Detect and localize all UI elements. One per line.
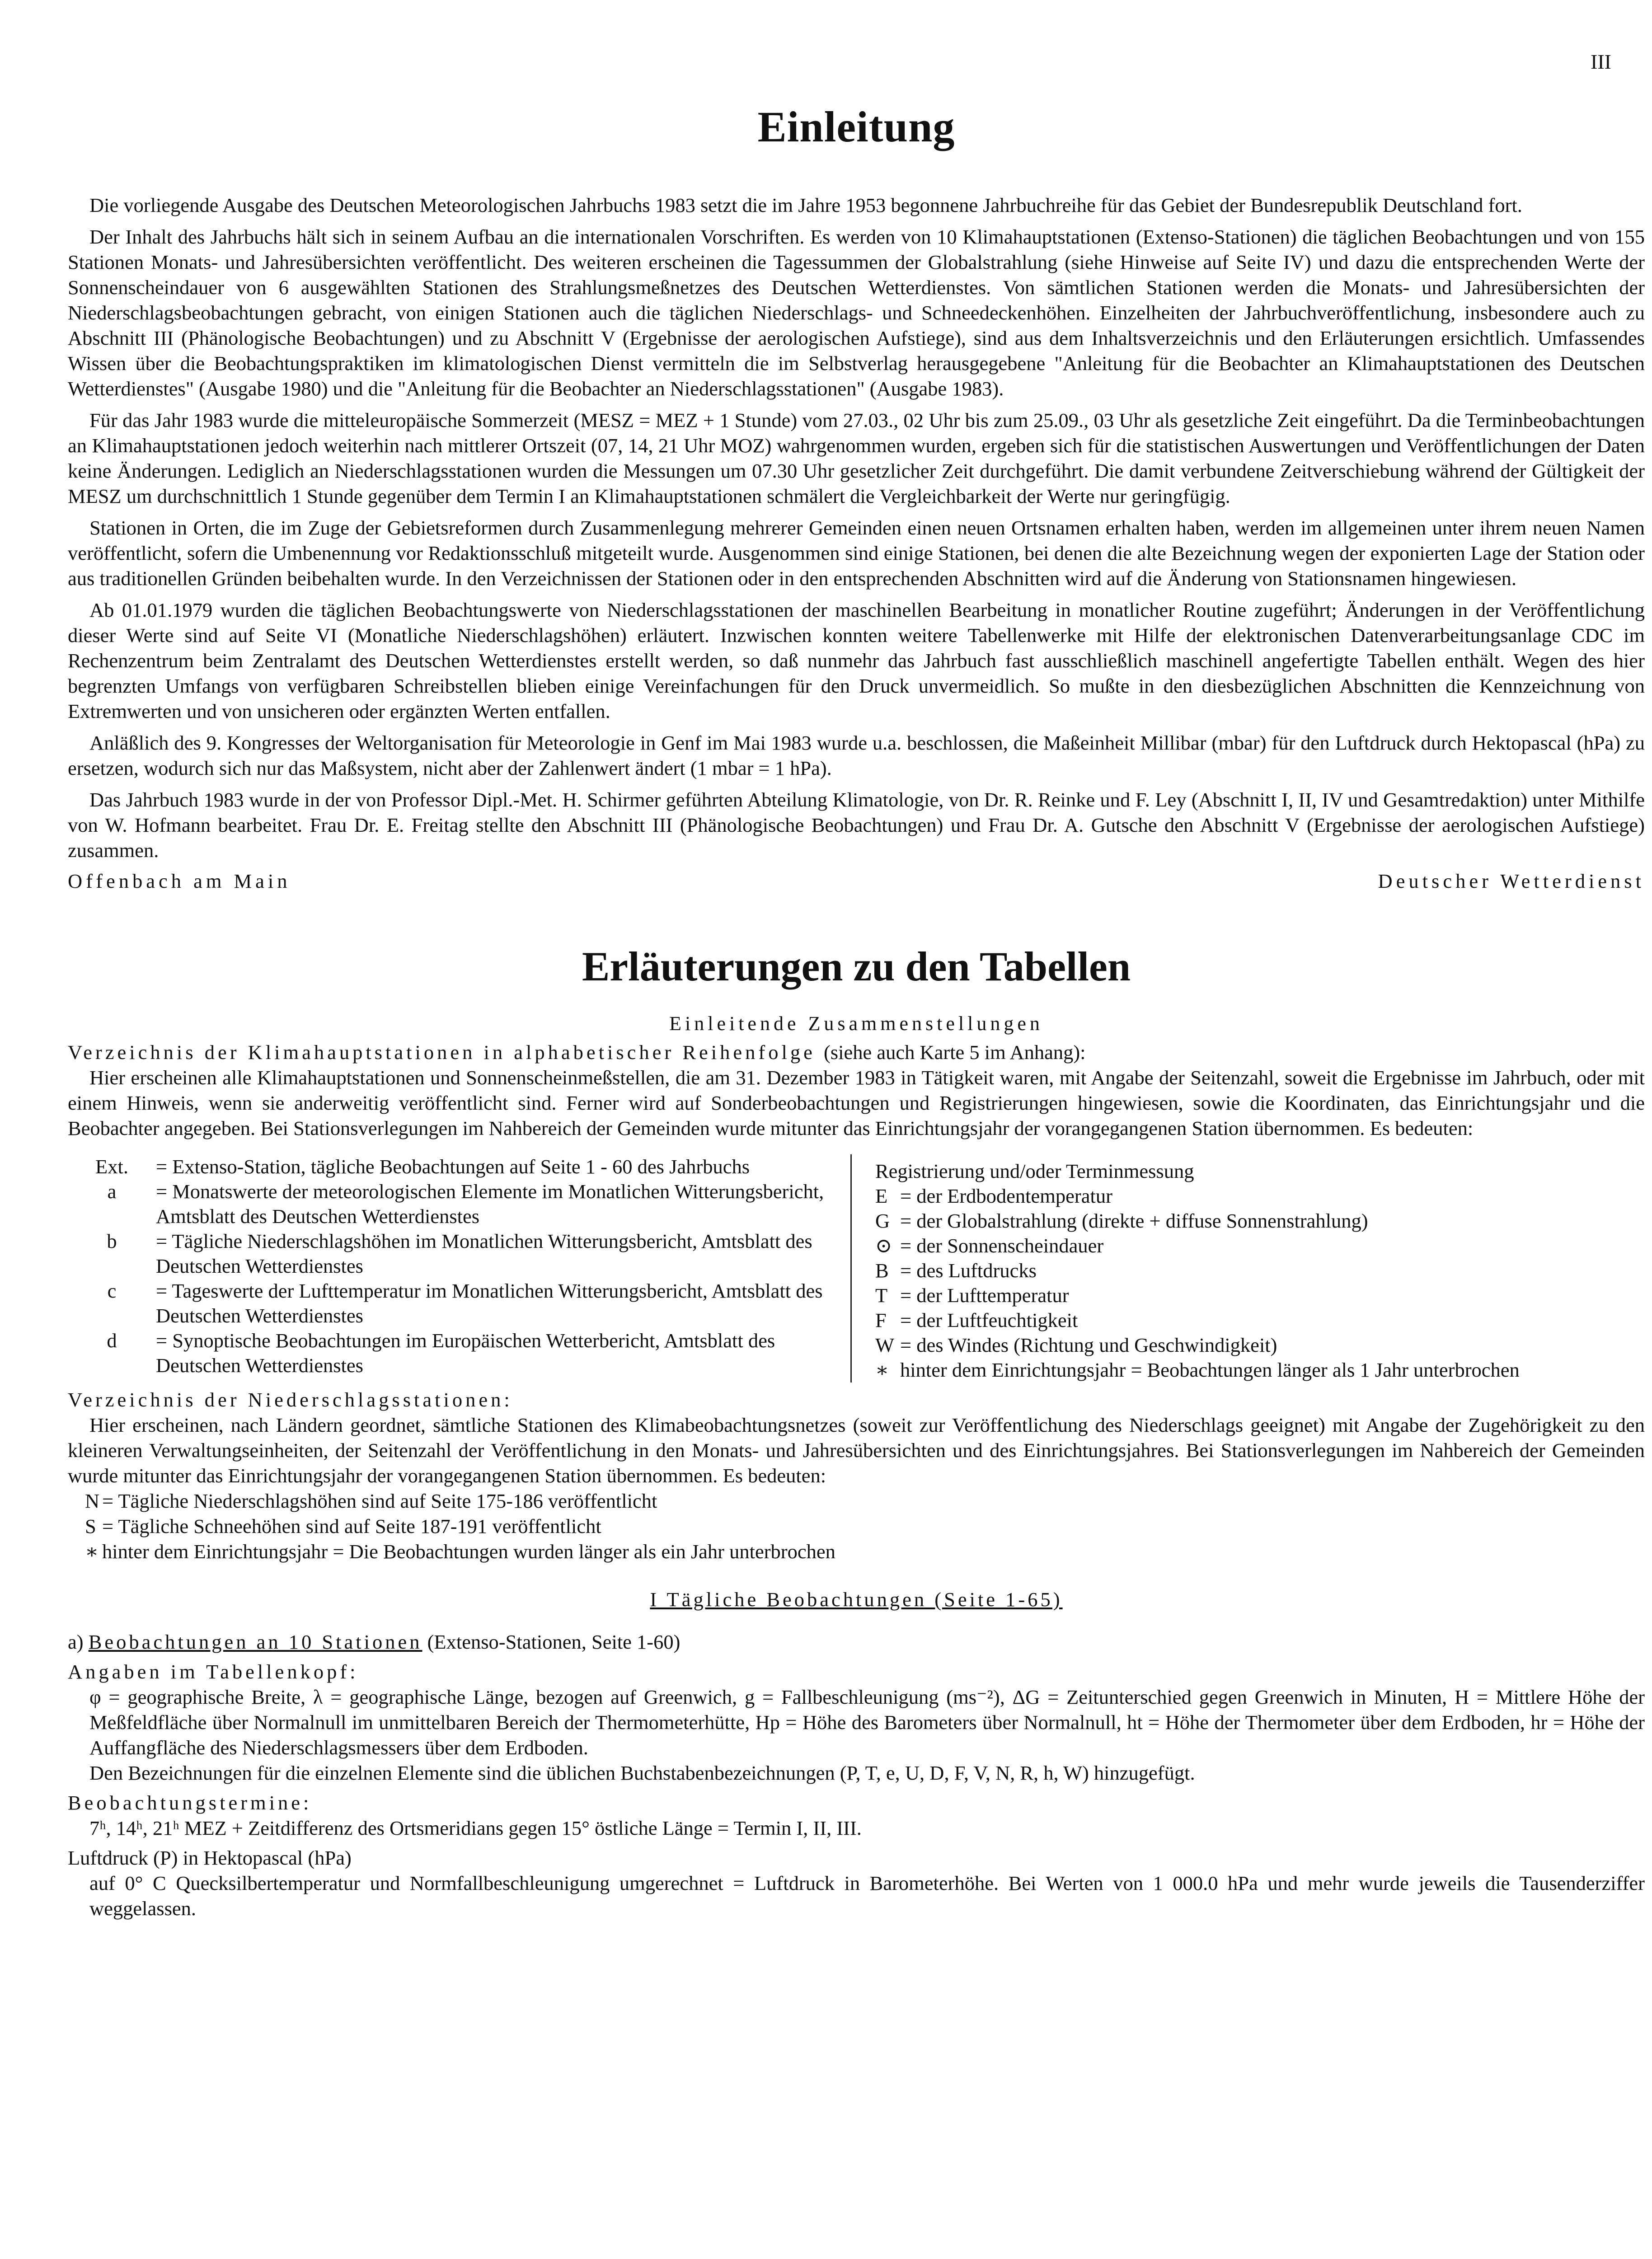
einleitung-paragraph: Ab 01.01.1979 wurden die täglichen Beobachtungswerte von Niederschlagsstationen der maschinellen Bearbeitung in monatlicher Routine zugeführt; Änderungen in der Veröffentlichung dieser Werte sind auf Seite VI (Monatliche Niederschlagshöhen) erläutert. Inzwischen konnten weitere Tabellenwerke mit Hilfe der elektronischen Datenverarbeitungsanlage CDC im Rechenzentrum beim Zentralamt des Deutschen Wetterdienstes erstellt werden, so daß nunmehr das Jahrbuch fast ausschließlich maschinell angefertigte Tabellen enthält. Wegen des hier begrenzten Umfangs von verfügbaren Schreibstellen blieben einige Vereinfachungen für den Druck unvermeidlich. So mußte in den diesbezüglichen Abschnitten die Kennzeichnung von Extremwerten und von unsicheren oder ergänzten Werten entfallen. — [68, 599, 1645, 722]
legend-key: T — [875, 1284, 888, 1307]
legend-item — [68, 1229, 837, 1279]
klima-heading-text: Verzeichnis der Klimahauptstationen in alphabetischer Reihenfolge — [68, 1041, 816, 1064]
legend-text: = Tägliche Niederschlagshöhen im Monatlichen Witterungsbericht, Amtsblatt des Deutschen Wetterdienstes — [156, 1230, 812, 1277]
legend-item — [875, 1209, 1645, 1233]
section-I-heading: I Tägliche Beobachtungen (Seite 1-65) — [650, 1588, 1063, 1611]
einleitung-paragraph: Stationen in Orten, die im Zuge der Gebietsreformen durch Zusammenlegung mehrerer Gemeinden einen neuen Ortsnamen erhalten haben, werden im allgemeinen unter ihrem neuen Namen veröffentlicht, sofern die Umbenennung vor Redaktionsschluß mitgeteilt wurde. Ausgenommen sind einige Stationen, bei denen die alte Bezeichnung wegen der exponierten Lage der Station oder aus traditionellen Gründen beibehalten wurde. In den Verzeichnissen der Stationen oder in den entsprechenden Abschnitten wird auf die Änderung von Stationsnamen hingewiesen. — [68, 516, 1645, 590]
luftdruck-heading: Luftdruck (P) in Hektopascal (hPa) — [68, 1847, 352, 1869]
legend-right-heading: Registrierung und/oder Terminmessung — [875, 1160, 1194, 1182]
einleitung-paragraph: Anläßlich des 9. Kongresses der Weltorganisation für Meteorologie in Genf im Mai 1983 wurde u.a. beschlossen, die Maßeinheit Millibar (mbar) für den Luftdruck durch Hektopascal (hPa) zu ersetzen, wodurch sich nur das Maßsystem, nicht aber der Zahlenwert ändert (1 mbar = 1 hPa). — [68, 731, 1645, 779]
subsection-a — [68, 1629, 1645, 1654]
legend-left-column — [68, 1154, 852, 1383]
legend-key: b — [107, 1230, 117, 1252]
list-mark: N — [85, 1490, 100, 1512]
sun-symbol-icon: ⊙ — [875, 1234, 892, 1257]
einleitung-title: Einleitung — [757, 103, 955, 151]
einleitung-paragraph: Die vorliegende Ausgabe des Deutschen Meteorologischen Jahrbuchs 1983 setzt die im Jahre 1953 begonnene Jahrbuchreihe für das Gebiet der Bundesrepublik Deutschland fort. — [89, 194, 1522, 216]
luftdruck-text: auf 0° C Quecksilbertemperatur und Normfallbeschleunigung umgerechnet = Luftdruck in Barometerhöhe. Bei Werten von 1 000.0 hPa und mehr wurde jeweils die Tausenderziffer weggelassen. — [89, 1872, 1645, 1920]
legend-text: hinter dem Einrichtungsjahr = Beobachtungen länger als 1 Jahr unterbrochen — [900, 1359, 1520, 1381]
legend-key: Ext. — [95, 1155, 128, 1178]
legend-key: c — [107, 1279, 117, 1302]
legend-key: E — [875, 1185, 888, 1207]
klima-heading-suffix: (siehe auch Karte 5 im Anhang): — [823, 1041, 1086, 1064]
signature-organization: Deutscher Wetterdienst — [1378, 870, 1645, 892]
legend-text: = Tageswerte der Lufttemperatur im Monatlichen Witterungsbericht, Amtsblatt des Deutschen Wetterdienstes — [156, 1279, 823, 1327]
list-text: hinter dem Einrichtungsjahr = Die Beobachtungen wurden länger als ein Jahr unterbrochen — [102, 1540, 835, 1563]
legend-key: F — [875, 1309, 887, 1331]
tabellenkopf-text: φ = geographische Breite, λ = geographische Länge, bezogen auf Greenwich, g = Fallbeschleunigung (ms⁻²), ΔG = Zeitunterschied gegen Greenwich in Minuten, H = Mittlere Höhe der Meßfeldfläche über Normalnull im unmittelbaren Bereich der Thermometerhütte, Hp = Höhe des Barometers über Normalnull, ht = Höhe der Thermometer über dem Erdboden, hr = Höhe der Auffangfläche des Niederschlagsmessers über dem Erdboden. — [89, 1686, 1645, 1759]
legend-text: = Monatswerte der meteorologischen Elemente im Monatlichen Witterungsbericht, Amtsblatt des Deutschen Wetterdienstes — [156, 1180, 824, 1228]
legend-item — [68, 1328, 837, 1378]
termine-text: 7ʰ, 14ʰ, 21ʰ MEZ + Zeitdifferenz des Ortsmeridians gegen 15° östliche Länge = Termin I, II, III. — [89, 1817, 862, 1839]
list-text: = Tägliche Niederschlagshöhen sind auf Seite 175-186 veröffentlicht — [102, 1490, 657, 1512]
legend-key: G — [875, 1209, 890, 1232]
einleitung-paragraph: Der Inhalt des Jahrbuchs hält sich in seinem Aufbau an die internationalen Vorschriften. Es werden von 10 Klimahauptstationen (Extenso-Stationen) die täglichen Beobachtungen und von 155 Stationen Monats- und Jahresübersichten veröffentlicht. Des weiteren erscheinen die Tagessummen der Globalstrahlung (siehe Hinweise auf Seite IV) und dazu die entsprechenden Werte der Sonnenscheindauer von 6 ausgewählten Stationen des Strahlungsmeßnetzes des Deutschen Wetterdienstes. Von sämtlichen Stationen werden die Monats- und Jahresübersichten der Niederschlagsbeobachtungen gebracht, von einigen Stationen auch die täglichen Niederschlags- und Schneedeckenhöhen. Einzelheiten der Jahrbuchveröffentlichung, insbesondere auch zu Abschnitt III (Phänologische Beobachtungen) und zu Abschnitt V (Ergebnisse der aerologischen Aufstiege), sind aus dem Inhaltsverzeichnis und den Erläuterungen ersichtlich. Umfassendes Wissen über die Beobachtungspraktiken im klimatologischen Dienst vermitteln die im Selbstverlag herausgegebene "Anleitung für die Beobachter an Klimahauptstationen des Deutschen Wetterdienstes" (Ausgabe 1980) und die "Anleitung für die Beobachter an Niederschlagsstationen" (Ausgabe 1983). — [68, 225, 1645, 400]
subsection-a-title: Beobachtungen an 10 Stationen — [88, 1631, 422, 1653]
legend-text: = der Globalstrahlung (direkte + diffuse Sonnenstrahlung) — [900, 1209, 1368, 1232]
legend-key: d — [107, 1329, 117, 1352]
legend-text: = des Windes (Richtung und Geschwindigkeit) — [900, 1334, 1277, 1356]
legend-item — [875, 1283, 1645, 1308]
legend-item — [68, 1154, 837, 1179]
subsection-a-prefix: a) — [68, 1631, 84, 1653]
tabellenkopf-heading: Angaben im Tabellenkopf: — [68, 1660, 359, 1683]
legend-text: = der Lufttemperatur — [900, 1284, 1069, 1307]
legend-key: a — [107, 1180, 117, 1203]
legend-item — [875, 1184, 1645, 1209]
nieder-heading: Verzeichnis der Niederschlagsstationen: — [68, 1388, 513, 1411]
legend-text: = Synoptische Beobachtungen im Europäischen Wetterbericht, Amtsblatt des Deutschen Wetterdienstes — [156, 1329, 775, 1377]
page-number: III — [1591, 50, 1611, 73]
nieder-list-item — [68, 1488, 1645, 1514]
legend-item — [68, 1279, 837, 1328]
legend-key: W — [875, 1334, 895, 1356]
legend-text: = der Sonnenscheindauer — [900, 1234, 1104, 1257]
station-legend — [68, 1154, 1645, 1383]
legend-text: = des Luftdrucks — [900, 1259, 1037, 1282]
page-content — [68, 102, 1645, 1926]
legend-right-column — [852, 1154, 1645, 1383]
legend-item — [875, 1258, 1645, 1283]
signature-line — [68, 869, 1645, 893]
legend-key: B — [875, 1259, 889, 1282]
legend-item — [875, 1333, 1645, 1358]
termine-heading: Beobachtungstermine: — [68, 1791, 312, 1814]
legend-item — [68, 1179, 837, 1229]
nieder-list-item — [68, 1539, 1645, 1564]
list-text: = Tägliche Schneehöhen sind auf Seite 187-191 veröffentlicht — [102, 1515, 601, 1537]
legend-text: = der Luftfeuchtigkeit — [900, 1309, 1078, 1331]
list-mark: S — [85, 1515, 96, 1537]
legend-item — [875, 1308, 1645, 1333]
klima-text: Hier erscheinen alle Klimahauptstationen und Sonnenscheinmeßstellen, die am 31. Dezember 1983 in Tätigkeit waren, mit Angabe der Seitenzahl, soweit die Ergebnisse im Jahrbuch, oder mit einem Hinweis, wenn sie anderweitig veröffentlicht sind. Ferner wird auf Sonderbeobachtungen und Registrierungen hingewiesen, sowie die Koordinaten, das Einrichtungsjahr und die Beobachter angegeben. Bei Stationsverlegungen im Nahbereich der Gemeinden wurde mitunter das Einrichtungsjahr der vorangegangenen Station übernommen. Es bedeuten: — [68, 1066, 1645, 1139]
signature-place: Offenbach am Main — [68, 870, 291, 892]
legend-item — [875, 1358, 1645, 1383]
asterisk-icon: ∗ — [875, 1359, 889, 1381]
erlaeuterungen-title: Erläuterungen zu den Tabellen — [582, 943, 1131, 989]
klima-heading — [68, 1040, 1645, 1065]
legend-text: = der Erdbodentemperatur — [900, 1185, 1112, 1207]
nieder-text: Hier erscheinen, nach Ländern geordnet, sämtliche Stationen des Klimabeobachtungsnetzes (soweit zur Veröffentlichung des Niederschlags geeignet) mit Angabe der Zugehörigkeit zu den kleineren Verwaltungseinheiten, der Seitenzahl der Veröffentlichung in den Monats- und Jahresübersichten und des Einrichtungsjahres. Bei Stationsverlegungen im Nahbereich der Gemeinden wurde mitunter das Einrichtungsjahr der vorangegangenen Station übernommen. Es bedeuten: — [68, 1414, 1645, 1487]
einleitung-paragraph: Für das Jahr 1983 wurde die mitteleuropäische Sommerzeit (MESZ = MEZ + 1 Stunde) vom 27.03., 02 Uhr bis zum 25.09., 03 Uhr als gesetzliche Zeit eingeführt. Da die Terminbeobachtungen an Klimahauptstationen jedoch weiterhin nach mittlerer Ortszeit (07, 14, 21 Uhr MOZ) wahrgenommen wurden, ergeben sich für die statistischen Auswertungen und Veröffentlichungen der Daten keine Änderungen. Lediglich an Niederschlagsstationen wurden die Messungen um 07.30 Uhr gesetzlicher Zeit durchgeführt. Die damit verbundene Zeitverschiebung während der Gültigkeit der MESZ um durchschnittlich 1 Stunde gegenüber dem Termin I an Klimahauptstationen schmälert die Vergleichbarkeit der Werte nur geringfügig. — [68, 409, 1645, 507]
tabellenkopf-text-2: Den Bezeichnungen für die einzelnen Elemente sind die üblichen Buchstabenbezeichnungen (P, T, e, U, D, F, V, N, R, h, W) hinzugefügt. — [89, 1762, 1195, 1784]
asterisk-icon: ∗ — [85, 1540, 99, 1563]
subsection-a-suffix: (Extenso-Stationen, Seite 1-60) — [427, 1631, 681, 1653]
legend-item — [875, 1233, 1645, 1258]
einleitung-paragraph: Das Jahrbuch 1983 wurde in der von Professor Dipl.-Met. H. Schirmer geführten Abteilung Klimatologie, von Dr. R. Reinke und F. Ley (Abschnitt I, II, IV und Gesamtredaktion) unter Mithilfe von W. Hofmann bearbeitet. Frau Dr. E. Freitag stellte den Abschnitt III (Phänologische Beobachtungen) und Frau Dr. A. Gutsche den Abschnitt V (Ergebnisse der aerologischen Aufstiege) zusammen. — [68, 788, 1645, 862]
nieder-list-item — [68, 1514, 1645, 1539]
erlaeuterungen-subtitle: Einleitende Zusammenstellungen — [669, 1012, 1043, 1035]
legend-text: = Extenso-Station, tägliche Beobachtungen auf Seite 1 - 60 des Jahrbuchs — [156, 1155, 750, 1178]
